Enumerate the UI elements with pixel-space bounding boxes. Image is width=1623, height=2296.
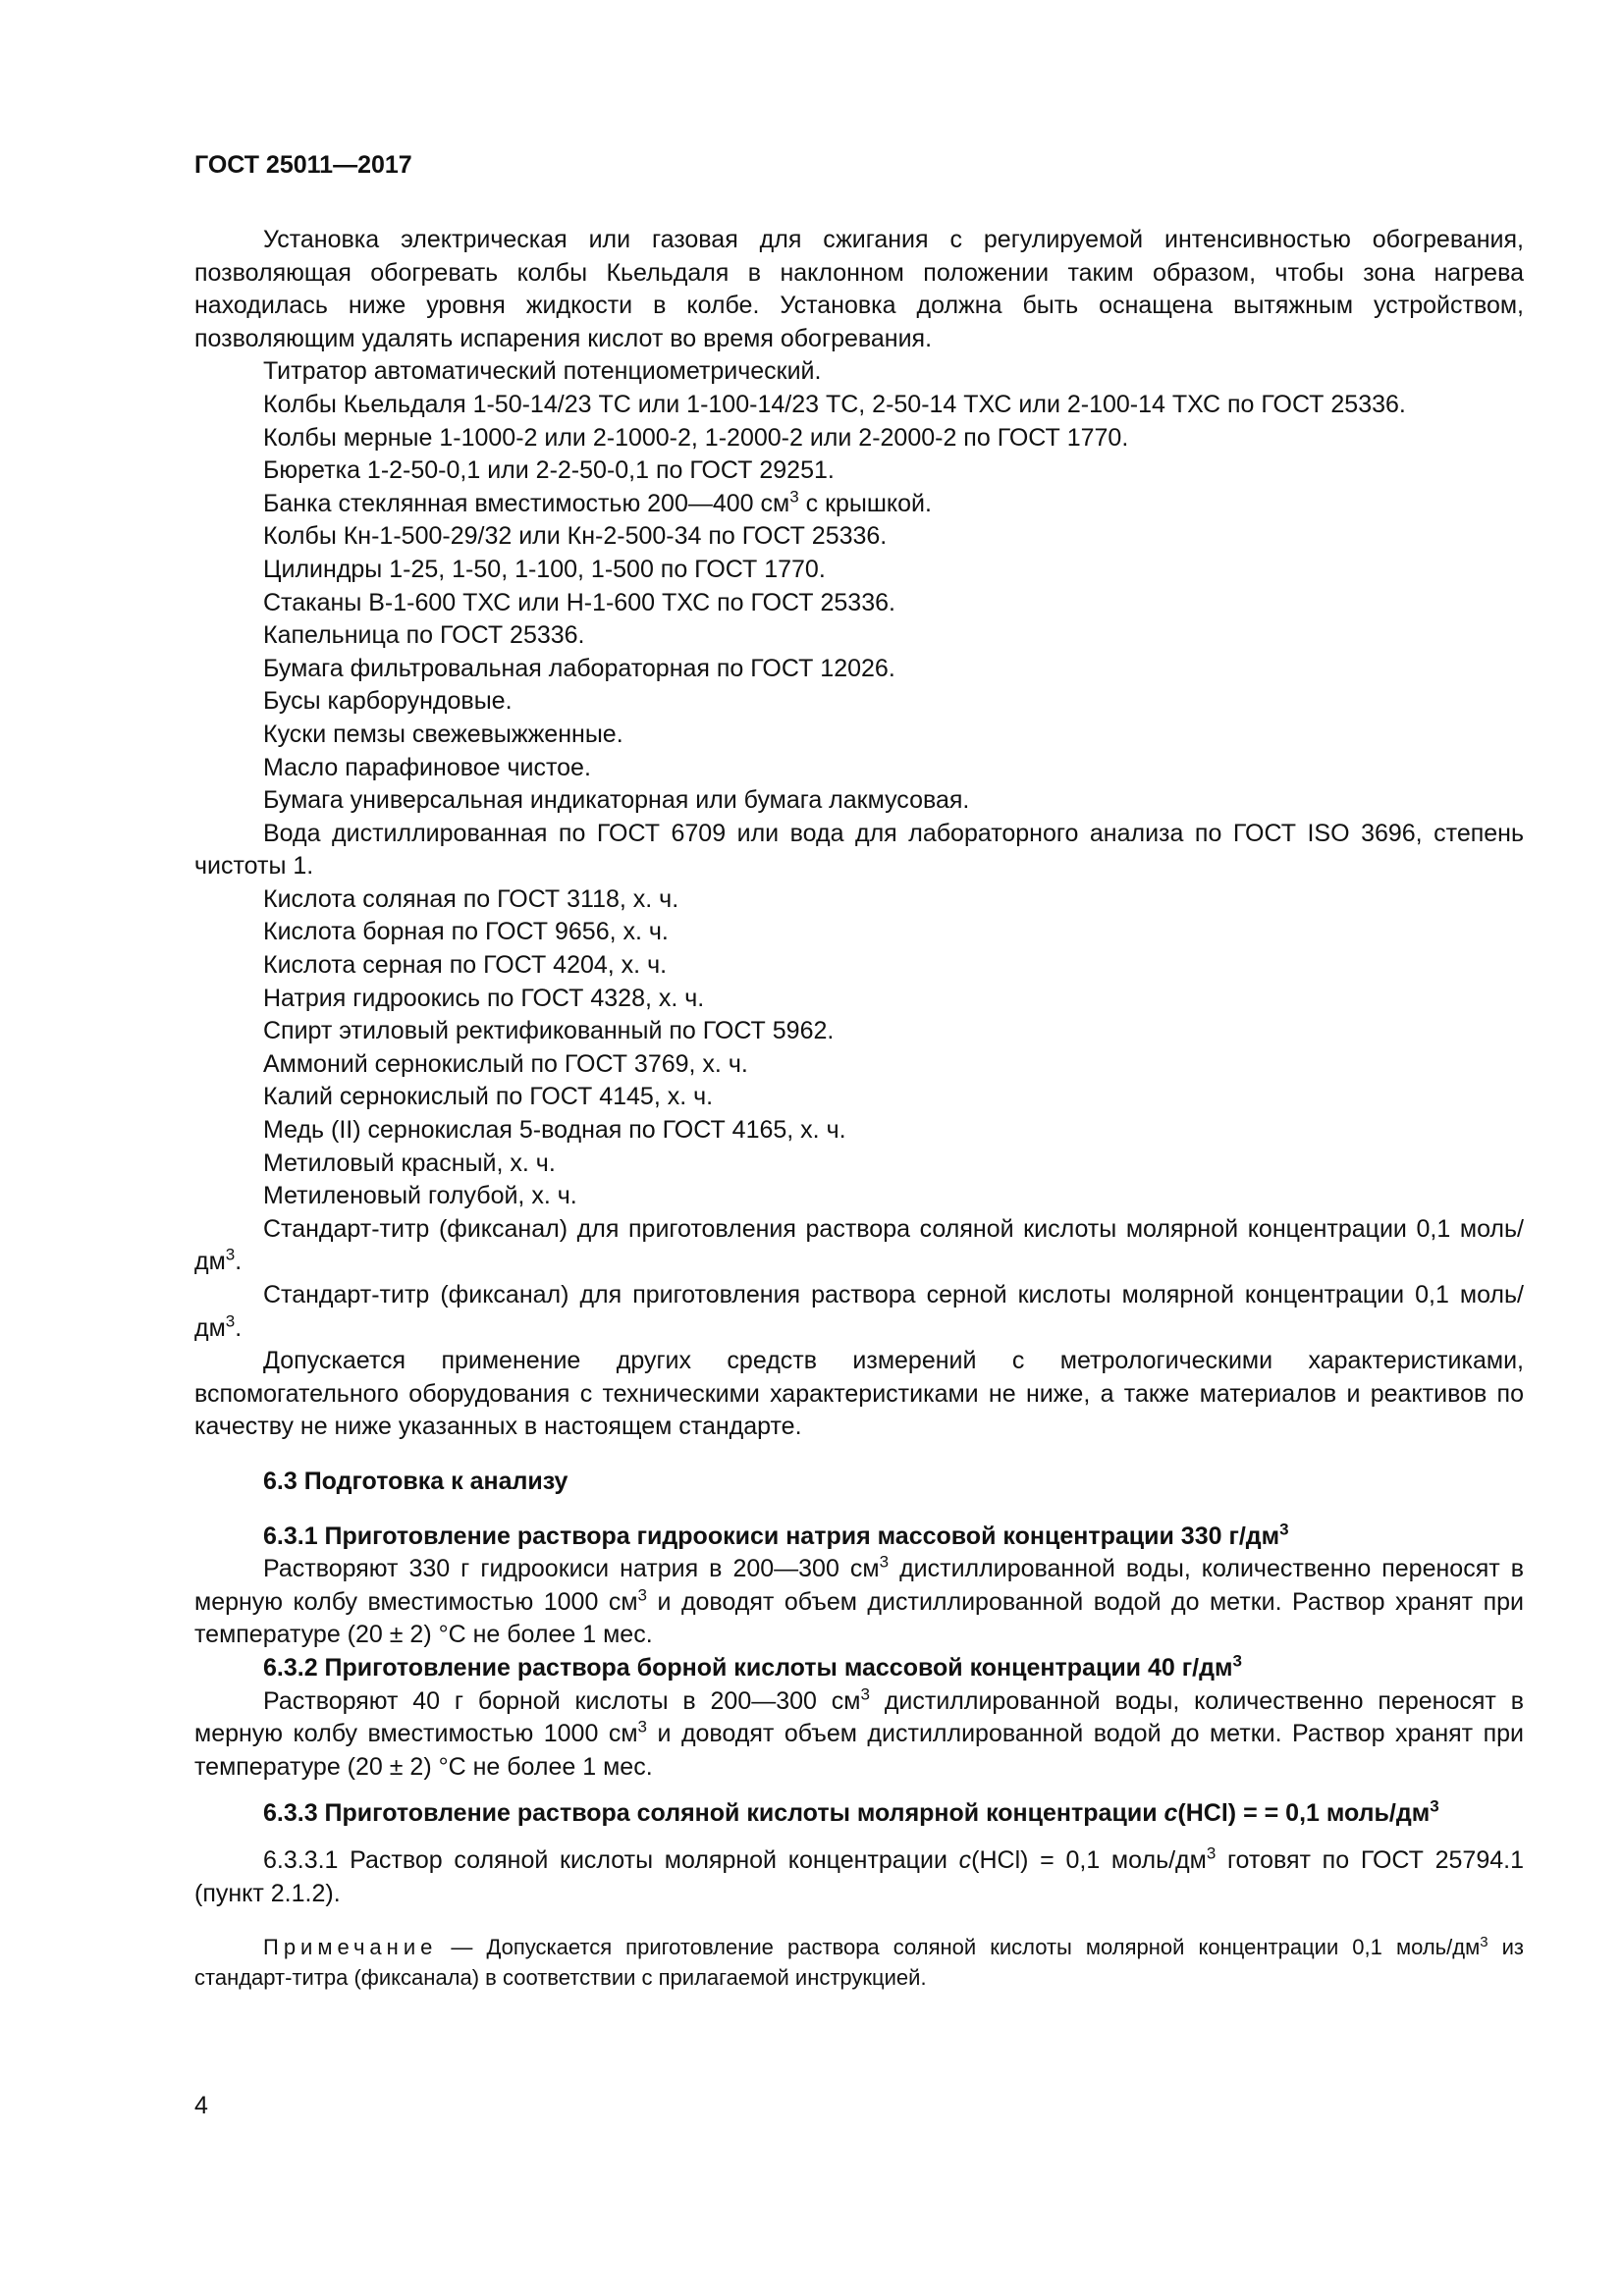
section-6-3-3-1-text: 6.3.3.1 Раствор соляной кислоты молярной концентрации c(HCl) = 0,1 моль/$дм^3$ готовят по ГОСТ 25794.1 (пункт 2.1.2).: [194, 1843, 1524, 1907]
document-header: ГОСТ 25011—2017: [194, 151, 412, 179]
equipment-list: [194, 224, 1524, 1444]
list-item: Капельница по ГОСТ 25336.: [263, 621, 585, 650]
list-item: Стандарт-титр (фиксанал) для приготовления раствора серной кислоты молярной концентрации 0,1 моль/$дм^3$.: [194, 1281, 1524, 1342]
section-6-3-3-heading: 6.3.3 Приготовление раствора соляной кислоты молярной концентрации c(HCl) = = 0,1 моль/$дм^3$: [263, 1796, 1439, 1828]
page-number: 4: [194, 2092, 208, 2119]
list-item: Натрия гидроокись по ГОСТ 4328, х. ч.: [263, 984, 705, 1012]
note-label: Примечание: [263, 1935, 438, 1960]
list-item: Масло парафиновое чистое.: [263, 753, 591, 781]
list-item: Колбы Кьельдаля 1-50-14/23 ТС или 1-100-14/23 ТС, 2-50-14 ТХС или 2-100-14 ТХС по ГОСТ 25336.: [263, 390, 1406, 418]
document-body: [194, 224, 1524, 1993]
list-item: Бумага универсальная индикаторная или бумага лакмусовая.: [263, 786, 970, 815]
list-item: Титратор автоматический потенциометрический.: [263, 357, 822, 386]
list-item: Колбы Кн-1-500-29/32 или Кн-2-500-34 по ГОСТ 25336.: [263, 522, 888, 551]
list-item: Стаканы В-1-600 ТХС или Н-1-600 ТХС по ГОСТ 25336.: [263, 588, 895, 616]
list-item: Бюретка 1-2-50-0,1 или 2-2-50-0,1 по ГОСТ 29251.: [263, 456, 835, 485]
section-6-3-2-heading: 6.3.2 Приготовление раствора борной кислоты массовой концентрации 40 $г/дм^3$: [263, 1651, 1242, 1682]
list-item: Аммоний сернокислый по ГОСТ 3769, х. ч.: [263, 1049, 748, 1078]
list-item: Кислота соляная по ГОСТ 3118, х. ч.: [263, 884, 679, 913]
list-item: Установка электрическая или газовая для сжигания с регулируемой интенсивностью обогревания, позволяющая обогревать колбы Кьельдаля в наклонном положении таким образом, чтобы зона нагрева находилась ниже уровня жидкости в колбе. Установка должна быть оснащена вытяжным устройством, позволяющим удалять испарения кислот во время обогревания.: [194, 226, 1524, 352]
list-item: Метиленовый голубой, х. ч.: [263, 1182, 577, 1210]
list-item: Колбы мерные 1-1000-2 или 2-1000-2, 1-2000-2 или 2-2000-2 по ГОСТ 1770.: [263, 423, 1129, 452]
section-6-3-2-text: Растворяют 40 г борной кислоты в 200—300 $см^3$ дистиллированной воды, количественно переносят в мерную колбу вместимостью 1000 $см^3$ и доводят объем дистиллированной водой до метки. Раствор хранят при температуре (20 ± 2) °С не более 1 мес.: [194, 1684, 1525, 1781]
section-6-3-1-text: Растворяют 330 г гидроокиси натрия в 200—300 $см^3$ дистиллированной воды, количественно переносят в мерную колбу вместимостью 1000 $см^3$ и доводят объем дистиллированной водой до метки. Раствор хранят при температуре (20 ± 2) °С не более 1 мес.: [194, 1552, 1525, 1649]
list-item: Бусы карборундовые.: [263, 687, 513, 716]
list-item: Кислота борная по ГОСТ 9656, х. ч.: [263, 918, 669, 946]
list-item: Вода дистиллированная по ГОСТ 6709 или вода для лабораторного анализа по ГОСТ ISO 3696, степень чистоты 1.: [194, 819, 1524, 881]
list-item: Цилиндры 1-25, 1-50, 1-100, 1-500 по ГОСТ 1770.: [263, 555, 826, 583]
list-item: Метиловый красный, х. ч.: [263, 1148, 556, 1177]
list-item: Стандарт-титр (фиксанал) для приготовления раствора соляной кислоты молярной концентрации 0,1 моль/$дм^3$.: [194, 1214, 1524, 1276]
note: Примечание — Допускается приготовление раствора соляной кислоты молярной концентрации 0,1 моль/$дм^3$ из стандарт-титра (фиксанала) в соответствии с прилагаемой инструкцией.: [194, 1933, 1524, 1991]
list-item: Куски пемзы свежевыжженные.: [263, 720, 623, 748]
section-6-3-1-heading: 6.3.1 Приготовление раствора гидроокиси натрия массовой концентрации 330 $г/дм^3$: [263, 1520, 1289, 1550]
list-item: Калий сернокислый по ГОСТ 4145, х. ч.: [263, 1083, 714, 1111]
list-item: Кислота серная по ГОСТ 4204, х. ч.: [263, 951, 668, 980]
list-item: Допускается применение других средств измерений с метрологическими характеристиками, вспомогательного оборудования с техническими характеристиками не ниже, а также материалов и реактивов по качеству не ниже указанных в настоящем стандарте.: [194, 1347, 1524, 1441]
list-item: Спирт этиловый ректификованный по ГОСТ 5962.: [263, 1017, 835, 1045]
section-6-3-heading: 6.3 Подготовка к анализу: [263, 1467, 568, 1495]
list-item: Бумага фильтровальная лабораторная по ГОСТ 12026.: [263, 654, 895, 682]
list-item: Банка стеклянная вместимостью 200—400 $см^3$ с крышкой.: [263, 487, 932, 517]
list-item: Медь (II) сернокислая 5-водная по ГОСТ 4165, х. ч.: [263, 1116, 846, 1145]
